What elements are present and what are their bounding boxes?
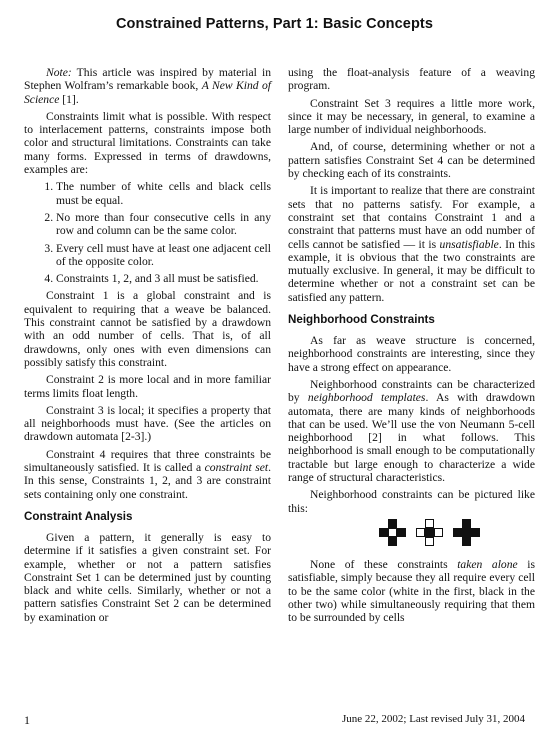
emphasis: neighborhood templates (307, 391, 426, 405)
template-black-cell (397, 528, 406, 537)
template-black-cell (462, 519, 471, 528)
list-item: 4. Constraints 1, 2, and 3 all must be satisfied. (56, 272, 271, 285)
right-column (288, 66, 535, 628)
paragraph: Constraint Set 3 requires a little more work, since it may be necessary, in general, to examine a large number of individual neighborhoods. (288, 96, 535, 137)
template-empty-cell (434, 537, 443, 546)
text-run: It is important to realize that there are constraint sets that no patterns satisfy. For example, a constraint set that contains Constraint 1 and a constraint that patterns must have an odd number of cells cannot be satisfied — it is (288, 184, 535, 251)
template-black-cell (453, 528, 462, 537)
section-heading-neighborhood-constraints: Neighborhood Constraints (288, 313, 435, 327)
template-empty-cell (416, 537, 425, 546)
paragraph: As far as weave structure is concerned, neighborhood constraints are interesting, since they have a strong effect on appearance. (288, 334, 535, 374)
template-empty-cell (416, 519, 425, 528)
paragraph: Given a pattern, it generally is easy to determine if it satisfies a given constraint set. For example, whether or not a pattern satisfies Constraint Set 1 can be determined just by counting black and white cells. Similarly, whether or not a pattern satisfies Constraint Set 2 can be determined by examination or (24, 530, 271, 624)
template-black-cell (388, 519, 397, 528)
neighborhood-template (453, 519, 480, 546)
paragraph-continued: using the float-analysis feature of a weaving program. (288, 66, 535, 93)
template-empty-cell (453, 519, 462, 528)
paragraph (288, 184, 535, 304)
text-run: . In this example, it is obvious that the two constraints are mutually exclusive. In general, it may be difficult to determine whether or not a constraint set can be satisfied any pattern. (288, 237, 535, 304)
note-reference: [1]. (59, 92, 79, 106)
neighborhood-template (379, 519, 406, 546)
note-paragraph (24, 66, 271, 106)
emphasis: taken alone (457, 557, 518, 571)
constraint-list (24, 180, 271, 285)
text-run: . In this sense, Constraints 1, 2, and 3 are constraint sets containing only one constraint. (24, 461, 271, 501)
left-column (24, 66, 271, 628)
book-title: A New Kind of Science (24, 79, 272, 106)
paragraph: And, of course, determining whether or not a pattern satisfies Constraint Set 4 can be determined by checking each of its constraints. (288, 140, 535, 181)
text-run: Neighborhood constraints can be characterized by (288, 377, 535, 405)
template-empty-cell (471, 519, 480, 528)
page-number: 1 (24, 713, 30, 727)
template-black-cell (388, 537, 397, 546)
template-black-cell (425, 528, 434, 537)
note-label: Note: (46, 66, 72, 79)
emphasis: unsatisfiable (439, 237, 499, 251)
template-empty-cell (397, 537, 406, 546)
text-run: Constraint 4 requires that three constraints be simultaneously satisfied. It is called a (24, 447, 271, 475)
template-black-cell (462, 537, 471, 546)
paragraph (288, 558, 535, 624)
paragraph (24, 448, 271, 501)
paragraph: Neighborhood constraints can be pictured like this: (288, 488, 535, 515)
paragraph: Constraint 3 is local; it specifies a property that all neighborhoods must have. (See the articles on drawdown automata [2-3].) (24, 403, 271, 444)
list-item: 3. Every cell must have at least one adjacent cell of the opposite color. (56, 242, 271, 269)
paragraph: Constraint 1 is a global constraint and is equivalent to requiring that a weave be balanced. This constraint cannot be satisfied by a drawdown with an odd number of cells. That is, of all drawdowns, only ones with even dimensions can possibly satisfy this constraint. (24, 289, 271, 369)
template-black-cell (379, 528, 388, 537)
list-item: 1. The number of white cells and black cells must be equal. (56, 180, 271, 207)
text-run: is satisfiable, simply because they all require every cell to be the same color (white in the first, black in the other two) while simultaneously requiring that them to be surrounded by cells (288, 557, 535, 625)
revision-date: June 22, 2002; Last revised July 31, 2004 (341, 713, 525, 725)
emphasis: constraint set (204, 461, 269, 475)
template-white-cell (388, 528, 397, 537)
template-empty-cell (471, 537, 480, 546)
neighborhood-templates-figure (288, 519, 535, 546)
template-black-cell (471, 528, 480, 537)
note-text: This article was inspired by material in Stephen Wolfram’s remarkable book, (24, 66, 271, 93)
template-white-cell (434, 528, 443, 537)
template-empty-cell (379, 519, 388, 528)
template-empty-cell (379, 537, 388, 546)
template-empty-cell (397, 519, 406, 528)
template-black-cell (462, 528, 471, 537)
template-white-cell (416, 528, 425, 537)
section-heading-constraint-analysis: Constraint Analysis (24, 509, 133, 523)
paragraph: Constraints limit what is possible. With respect to interlacement patterns, constraints impose both color and structural limitations. Constraints can take many forms. Expressed in terms of drawdowns, examples are: (24, 109, 271, 177)
list-item: 2. No more than four consecutive cells in any row and column can be the same color. (56, 211, 271, 238)
paragraph (288, 378, 535, 484)
template-empty-cell (434, 519, 443, 528)
neighborhood-template (416, 519, 443, 546)
text-run: None of these constraints (310, 557, 458, 571)
text-run: . As with drawdown automata, there are many kinds of neighborhoods that can be used. We’ll use the von Neumann 5-cell neighborhood [2] in what follows. This neighborhood is small enough to be computationally tractable but large enough to characterize a wide range of structural characteristics. (288, 391, 535, 485)
paragraph: Constraint 2 is more local and in more familiar terms limits float length. (24, 373, 271, 400)
template-white-cell (425, 537, 434, 546)
page-title: Constrained Patterns, Part 1: Basic Concepts (115, 16, 434, 32)
template-white-cell (425, 519, 434, 528)
template-empty-cell (453, 537, 462, 546)
